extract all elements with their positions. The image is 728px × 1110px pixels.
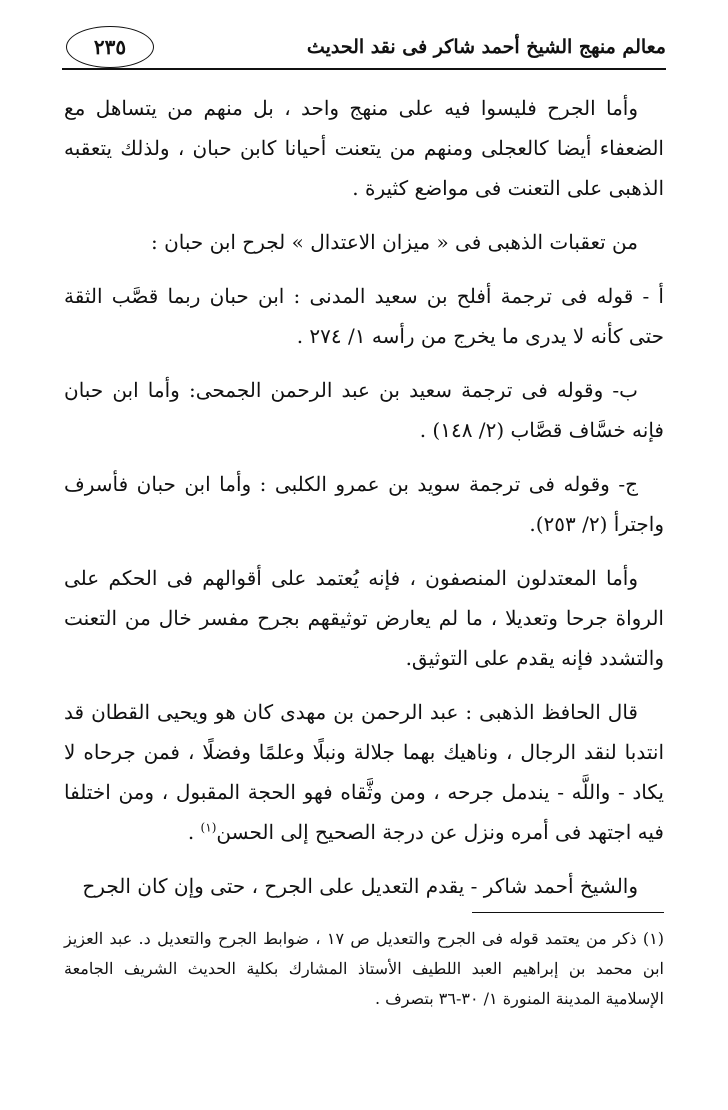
quote-text: قال الحافظ الذهبى : عبد الرحمن بن مهدى كان هو ويحيى القطان قد انتدبا لنقد الرجال ، وناهيك بهما جلالة ونبلًا وعلمًا وفضلًا ، فمن جرحاه لا يكاد - واللَّه - يندمل جرحه ، ومن وثَّقاه فهو الحجة المقبول ، ومن اختلفا فيه اجتهد فى أمره ونزل عن درجة الصحيح إلى الحسن xyxy=(64,700,664,844)
header-rule xyxy=(62,68,666,70)
paragraph-dhahabi-critiques-intro: من تعقبات الذهبى فى « ميزان الاعتدال » لجرح ابن حبان : xyxy=(150,230,638,254)
running-title: معالم منهج الشيخ أحمد شاكر فى نقد الحديث xyxy=(306,36,666,58)
main-text xyxy=(64,88,664,920)
paragraph-dhahabi-quote xyxy=(64,692,664,852)
quote-end-punctuation: . xyxy=(187,820,201,844)
footnote-section xyxy=(64,924,664,1014)
list-item-a: أ - قوله فى ترجمة أفلح بن سعيد المدنى : ابن حبان ربما قصَّب الثقة حتى كأنه لا يدرى ما يخرج من رأسه ١/ ٢٧٤ . xyxy=(64,284,664,348)
page-header xyxy=(62,24,666,70)
paragraph-shakir-method: والشيخ أحمد شاكر - يقدم التعديل على الجرح ، حتى وإن كان الجرح xyxy=(82,874,638,898)
page-number-oval: ٢٣٥ xyxy=(66,26,154,68)
list-item-c: ج- وقوله فى ترجمة سويد بن عمرو الكلبى : وأما ابن حبان فأسرف واجترأ (٢/ ٢٥٣). xyxy=(64,472,664,536)
footnote-reference[interactable]: (١) xyxy=(200,820,217,835)
list-item-b: ب- وقوله فى ترجمة سعيد بن عبد الرحمن الجمحى: وأما ابن حبان فإنه خسَّاف قصَّاب (٢/ ١٤٨) . xyxy=(64,378,664,442)
paragraph-jarh-approach: وأما الجرح فليسوا فيه على منهج واحد ، بل منهم من يتساهل مع الضعفاء أيضا كالعجلى ومنهم من يتعنت أحيانا كابن حبان ، ولذلك يتعقبه الذهبى على التعنت فى مواضع كثيرة . xyxy=(64,96,664,200)
footnote-separator xyxy=(472,912,664,913)
paragraph-moderate-critics: وأما المعتدلون المنصفون ، فإنه يُعتمد على أقوالهم فى الحكم على الرواة جرحا وتعديلا ، ما لم يعارض توثيقهم بجرح مفسر خال من التعنت والتشدد فإنه يقدم على التوثيق. xyxy=(64,566,664,670)
footnote-1: (١) ذكر من يعتمد قوله فى الجرح والتعديل ص ١٧ ، ضوابط الجرح والتعديل د. عبد العزيز ابن محمد بن إبراهيم العبد اللطيف الأستاذ المشارك بكلية الحديث الشريف الجامعة الإسلامية المدينة المنورة ١/ ٣٠-٣٦ بتصرف . xyxy=(64,929,665,1008)
